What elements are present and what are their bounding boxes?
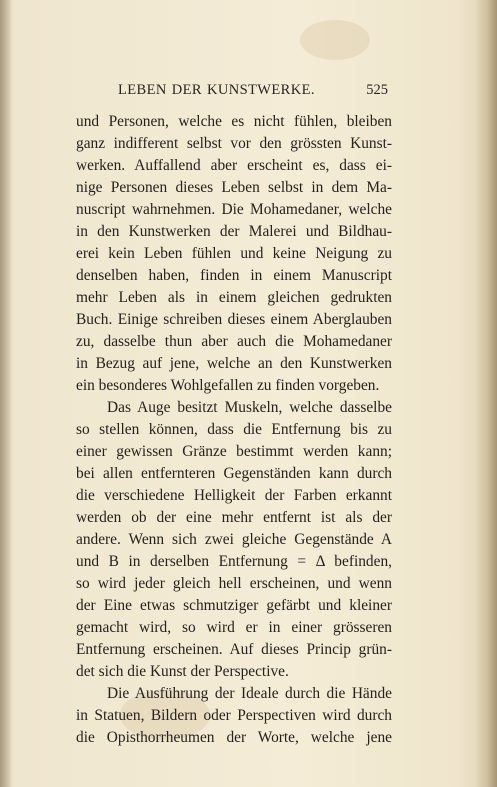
text-line: und Personen, welche es nicht fühlen, bleiben	[76, 113, 392, 130]
text-line: Die Ausführung der Ideale durch die Hände	[107, 685, 392, 702]
text-line: ein besonderes Wohlgefallen zu finden vorgeben.	[76, 377, 380, 394]
page-edge	[475, 0, 497, 787]
text-line: ganz indifferent selbst vor den grössten Kunst-	[76, 135, 392, 152]
text-line: der Eine etwas schmutziger gefärbt und kleiner	[76, 597, 392, 614]
text-line: zu, dasselbe thun aber auch die Mohamedaner	[76, 333, 392, 350]
text-line: werden ob der eine mehr entfernt ist als der	[76, 509, 392, 526]
text-line: mehr Leben als in einem gleichen gedrukten	[76, 289, 392, 306]
text-line: so stellen können, dass die Entfernung bis zu	[76, 421, 392, 438]
text-line: gemacht wird, so wird er in einer grösseren	[76, 619, 392, 636]
text-line: Buch. Einige schreiben dieses einem Aberglauben	[76, 311, 392, 328]
page-gutter-shadow	[0, 0, 12, 787]
text-line: in Statuen, Bildern oder Perspectiven wird durch	[76, 707, 392, 724]
text-line: die verschiedene Helligkeit der Farben erkannt	[76, 487, 392, 504]
text-line: andere. Wenn sich zwei gleiche Gegenstände A	[76, 531, 392, 548]
text-line: nuscript wahrnehmen. Die Mohamedaner, welche	[76, 201, 392, 218]
text-line: denselben haben, finden in einem Manuscript	[76, 267, 392, 284]
running-head-title: LEBEN DER KUNSTWERKE.	[118, 82, 315, 98]
text-line: bei allen entfernteren Gegenständen kann durch	[76, 465, 392, 482]
text-line: det sich die Kunst der Perspective.	[76, 663, 289, 680]
text-line: erei kein Leben fühlen und keine Neigung zu	[76, 245, 392, 262]
text-line: werken. Auffallend aber erscheint es, dass ei-	[76, 157, 392, 174]
text-line: so wird jeder gleich hell erscheinen, und wenn	[76, 575, 392, 592]
page-number: 525	[366, 82, 388, 98]
body-text	[76, 111, 392, 749]
text-line: Entfernung erscheinen. Auf dieses Princip grün-	[76, 641, 392, 658]
text-line: in Bezug auf jene, welche an den Kunstwerken	[76, 355, 392, 372]
text-line: die Opisthorrheumen der Worte, welche jene	[76, 729, 392, 746]
text-line: in den Kunstwerken der Malerei und Bildhau-	[76, 223, 392, 240]
running-head	[70, 82, 388, 102]
text-line: nige Personen dieses Leben selbst in dem Ma-	[76, 179, 392, 196]
text-line: Das Auge besitzt Muskeln, welche dasselbe	[107, 399, 392, 416]
text-line: und B in derselben Entfernung = Δ befinden,	[76, 553, 392, 570]
text-line: einer gewissen Gränze bestimmt werden kann;	[76, 443, 392, 460]
paper-stain	[300, 20, 370, 60]
